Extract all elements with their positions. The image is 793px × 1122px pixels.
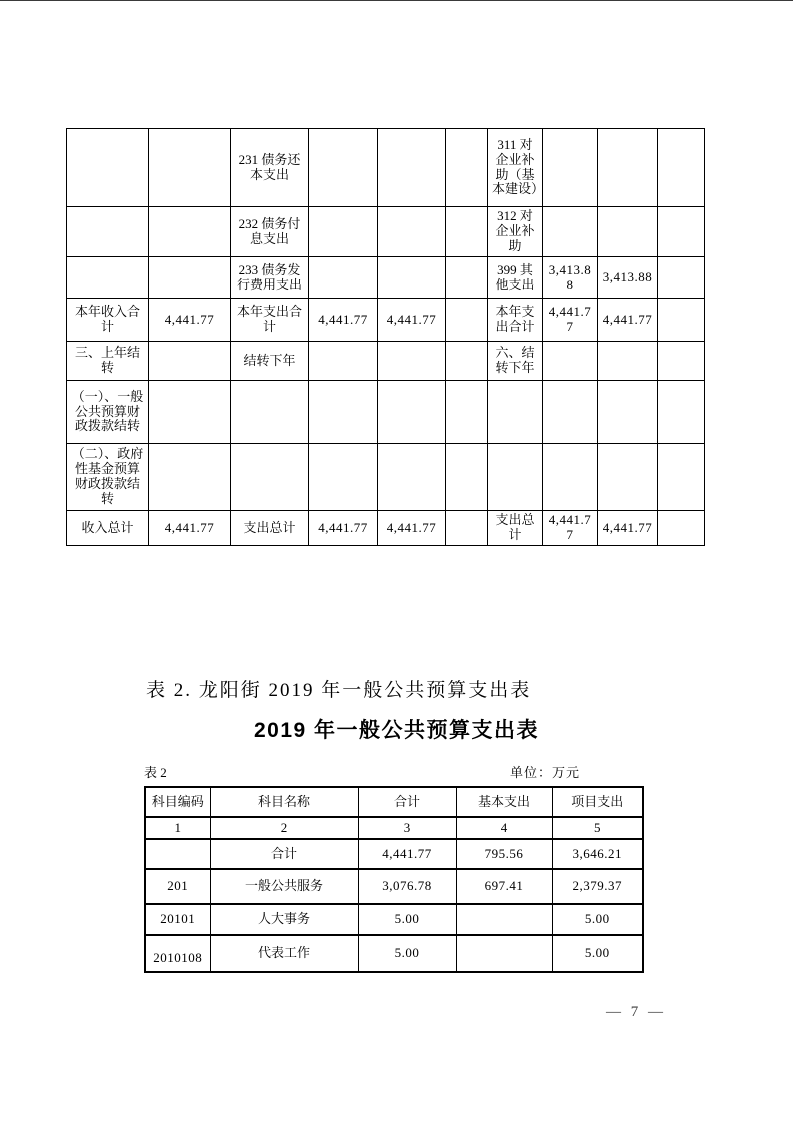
table1-cell-r6c3 bbox=[309, 444, 378, 511]
table1-cell-r6c0: （二）、政府性基金预算财政拨款结转 bbox=[67, 444, 149, 511]
table1-cell-r3c9 bbox=[658, 299, 705, 342]
page-number: — 7 — bbox=[606, 1004, 666, 1020]
table1-cell-r7c6: 支出总计 bbox=[488, 511, 543, 546]
table1-cell-r5c7 bbox=[543, 381, 598, 444]
table2-cell-r2c2: 5.00 bbox=[358, 904, 456, 935]
table1-cell-r5c5 bbox=[446, 381, 488, 444]
table1-cell-r4c1 bbox=[149, 342, 231, 381]
table1-cell-r6c6 bbox=[488, 444, 543, 511]
table1-cell-r1c2: 232 债务付息支出 bbox=[231, 207, 309, 257]
table1-cell-r0c9 bbox=[658, 129, 705, 207]
table2-cell-r3c3 bbox=[456, 935, 552, 972]
table1-cell-r6c5 bbox=[446, 444, 488, 511]
table2-cell-r2c1: 人大事务 bbox=[210, 904, 358, 935]
table1-row bbox=[67, 207, 705, 257]
table1-cell-r0c5 bbox=[446, 129, 488, 207]
table2-header-cell: 项目支出 bbox=[552, 787, 643, 817]
table1-row bbox=[67, 342, 705, 381]
table1-cell-r4c2: 结转下年 bbox=[231, 342, 309, 381]
table2-cell-r3c0: 2010108 bbox=[145, 935, 210, 972]
table2-header-cell: 合计 bbox=[358, 787, 456, 817]
table1-cell-r6c9 bbox=[658, 444, 705, 511]
table2-header-cell: 科目名称 bbox=[210, 787, 358, 817]
table2-unit-label: 单位：万元 bbox=[509, 765, 580, 780]
table1-cell-r7c7: 4,441.77 bbox=[543, 511, 598, 546]
table1-cell-r0c1 bbox=[149, 129, 231, 207]
table1-cell-r1c4 bbox=[378, 207, 446, 257]
table1-cell-r6c2 bbox=[231, 444, 309, 511]
table1-cell-r2c1 bbox=[149, 257, 231, 299]
scan-edge-line bbox=[0, 0, 793, 1]
table1-cell-r4c3 bbox=[309, 342, 378, 381]
table2-cell-r3c2: 5.00 bbox=[358, 935, 456, 972]
table1-cell-r7c5 bbox=[446, 511, 488, 546]
table2-meta-row bbox=[144, 762, 642, 781]
table1-cell-r5c4 bbox=[378, 381, 446, 444]
table2-cell-r2c4: 5.00 bbox=[552, 904, 643, 935]
table1-cell-r5c1 bbox=[149, 381, 231, 444]
table1-cell-r4c6: 六、结转下年 bbox=[488, 342, 543, 381]
table1-cell-r2c7: 3,413.88 bbox=[543, 257, 598, 299]
table1-cell-r2c2: 233 债务发行费用支出 bbox=[231, 257, 309, 299]
table2-cell-r1c2: 3,076.78 bbox=[358, 869, 456, 904]
table1-row bbox=[67, 257, 705, 299]
table1-cell-r7c8: 4,441.77 bbox=[598, 511, 658, 546]
table1-cell-r3c7: 4,441.77 bbox=[543, 299, 598, 342]
table1-cell-r7c3: 4,441.77 bbox=[309, 511, 378, 546]
table2-cell-r0c2: 4,441.77 bbox=[358, 839, 456, 869]
table1-cell-r2c5 bbox=[446, 257, 488, 299]
table1-cell-r2c0 bbox=[67, 257, 149, 299]
table2-cell-r0c1: 合计 bbox=[210, 839, 358, 869]
table1-cell-r3c8: 4,441.77 bbox=[598, 299, 658, 342]
table1-cell-r3c5 bbox=[446, 299, 488, 342]
table1-cell-r0c2: 231 债务还本支出 bbox=[231, 129, 309, 207]
table1-cell-r6c1 bbox=[149, 444, 231, 511]
table2-column-index-cell: 3 bbox=[358, 817, 456, 839]
table1-cell-r7c1: 4,441.77 bbox=[149, 511, 231, 546]
table2-header-row bbox=[145, 787, 643, 817]
table1-cell-r1c0 bbox=[67, 207, 149, 257]
table2-row bbox=[145, 935, 643, 972]
table2-row bbox=[145, 869, 643, 904]
table1-cell-r1c3 bbox=[309, 207, 378, 257]
table1-cell-r0c0 bbox=[67, 129, 149, 207]
table1-cell-r4c8 bbox=[598, 342, 658, 381]
table1-cell-r7c4: 4,441.77 bbox=[378, 511, 446, 546]
table1-cell-r6c7 bbox=[543, 444, 598, 511]
table1-row bbox=[67, 444, 705, 511]
table1-cell-r0c7 bbox=[543, 129, 598, 207]
table2-column-index-cell: 4 bbox=[456, 817, 552, 839]
table1-row bbox=[67, 129, 705, 207]
table2-row bbox=[145, 904, 643, 935]
table1-cell-r3c4: 4,441.77 bbox=[378, 299, 446, 342]
table2-label: 表 2 bbox=[144, 765, 167, 780]
table1-cell-r1c8 bbox=[598, 207, 658, 257]
table1-cell-r4c5 bbox=[446, 342, 488, 381]
table1-cell-r0c8 bbox=[598, 129, 658, 207]
table2-row bbox=[145, 839, 643, 869]
table1-cell-r5c2 bbox=[231, 381, 309, 444]
table2-column-index-row bbox=[145, 817, 643, 839]
table1-cell-r6c8 bbox=[598, 444, 658, 511]
table1-cell-r3c1: 4,441.77 bbox=[149, 299, 231, 342]
table2-column-index-cell: 5 bbox=[552, 817, 643, 839]
table2-cell-r3c1: 代表工作 bbox=[210, 935, 358, 972]
table1-cell-r4c0: 三、上年结转 bbox=[67, 342, 149, 381]
table1-cell-r2c8: 3,413.88 bbox=[598, 257, 658, 299]
table1-row bbox=[67, 299, 705, 342]
table1-cell-r3c0: 本年收入合计 bbox=[67, 299, 149, 342]
table2-caption: 表 2. 龙阳街 2019 年一般公共预算支出表 bbox=[146, 680, 532, 701]
table1-cell-r7c2: 支出总计 bbox=[231, 511, 309, 546]
table2-cell-r1c4: 2,379.37 bbox=[552, 869, 643, 904]
table2-cell-r1c3: 697.41 bbox=[456, 869, 552, 904]
table1-cell-r1c9 bbox=[658, 207, 705, 257]
table2-cell-r0c4: 3,646.21 bbox=[552, 839, 643, 869]
table2-column-index-cell: 1 bbox=[145, 817, 210, 839]
table1-cell-r7c0: 收入总计 bbox=[67, 511, 149, 546]
table2-cell-r2c3 bbox=[456, 904, 552, 935]
budget-summary-table bbox=[66, 128, 705, 546]
table1-cell-r0c3 bbox=[309, 129, 378, 207]
table2-cell-r3c4: 5.00 bbox=[552, 935, 643, 972]
table1-cell-r1c5 bbox=[446, 207, 488, 257]
table2-header-cell: 科目编码 bbox=[145, 787, 210, 817]
table1-cell-r5c3 bbox=[309, 381, 378, 444]
table1-cell-r5c8 bbox=[598, 381, 658, 444]
table1-cell-r0c4 bbox=[378, 129, 446, 207]
table1-cell-r4c4 bbox=[378, 342, 446, 381]
table1-cell-r3c3: 4,441.77 bbox=[309, 299, 378, 342]
table1-cell-r3c2: 本年支出合计 bbox=[231, 299, 309, 342]
table1-cell-r2c4 bbox=[378, 257, 446, 299]
table2-cell-r1c1: 一般公共服务 bbox=[210, 869, 358, 904]
table1-cell-r5c0: （一）、一般公共预算财政拨款结转 bbox=[67, 381, 149, 444]
table1-cell-r4c7 bbox=[543, 342, 598, 381]
table2-cell-r0c3: 795.56 bbox=[456, 839, 552, 869]
table1-cell-r2c3 bbox=[309, 257, 378, 299]
table1-cell-r2c6: 399 其他支出 bbox=[488, 257, 543, 299]
table1-row bbox=[67, 381, 705, 444]
table1-cell-r7c9 bbox=[658, 511, 705, 546]
table1-cell-r5c6 bbox=[488, 381, 543, 444]
table2-cell-r0c0 bbox=[145, 839, 210, 869]
table1-cell-r0c6: 311 对企业补助（基本建设） bbox=[488, 129, 543, 207]
expenditure-table bbox=[144, 786, 644, 973]
table1-cell-r3c6: 本年支出合计 bbox=[488, 299, 543, 342]
table1-cell-r1c6: 312 对企业补助 bbox=[488, 207, 543, 257]
table1-cell-r1c1 bbox=[149, 207, 231, 257]
table2-cell-r2c0: 20101 bbox=[145, 904, 210, 935]
table1-cell-r6c4 bbox=[378, 444, 446, 511]
table2-cell-r1c0: 201 bbox=[145, 869, 210, 904]
table1-cell-r5c9 bbox=[658, 381, 705, 444]
table2-title: 2019 年一般公共预算支出表 bbox=[253, 719, 540, 742]
table1-cell-r2c9 bbox=[658, 257, 705, 299]
table2-column-index-cell: 2 bbox=[210, 817, 358, 839]
table1-cell-r4c9 bbox=[658, 342, 705, 381]
table1-row bbox=[67, 511, 705, 546]
table1-cell-r1c7 bbox=[543, 207, 598, 257]
table2-header-cell: 基本支出 bbox=[456, 787, 552, 817]
